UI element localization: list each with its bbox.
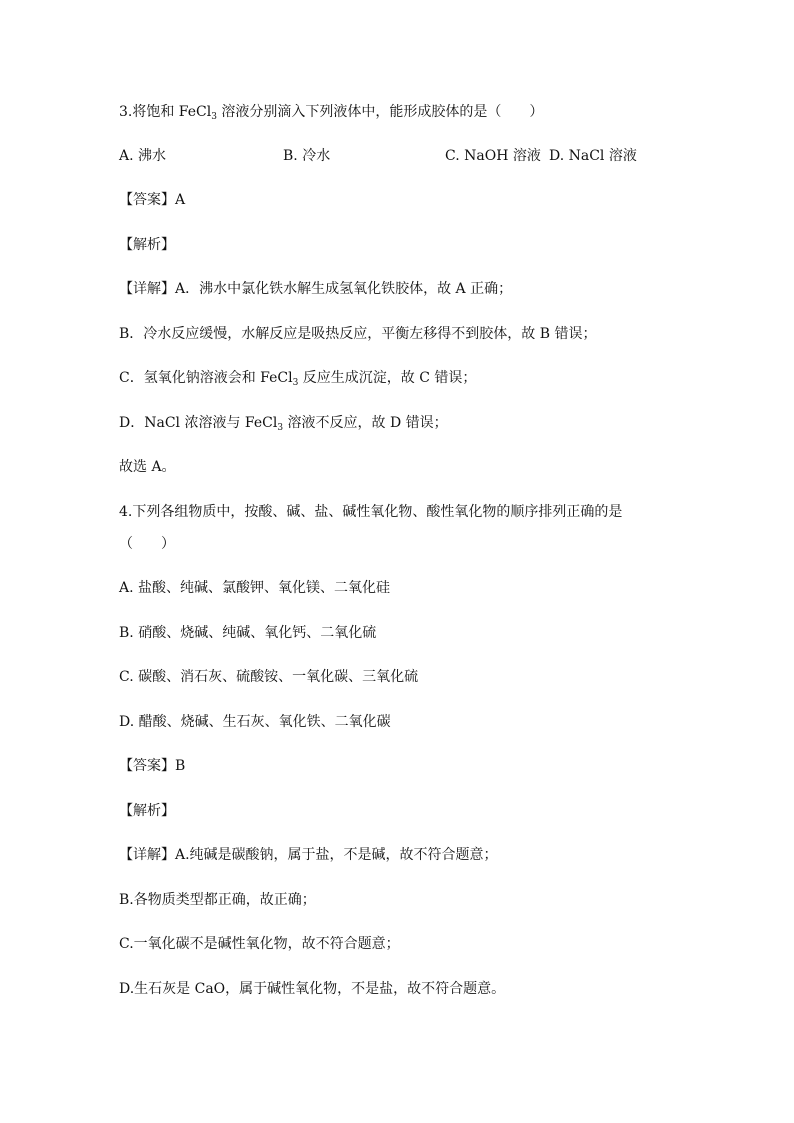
q3-detail-c: C．氢氧化钠溶液会和 FeCl$_3$ 反应生成沉淀，故 C 错误； [119, 370, 477, 388]
q3-option-b: B. 冷水 [283, 148, 331, 164]
question-3-stem: 3.将饱和 FeCl$_3$ 溶液分别滴入下列液体中，能形成胶体的是（ ） [119, 104, 544, 122]
question-4-stem-paren: （ ） [119, 536, 175, 552]
q4-answer: 【答案】B [119, 758, 186, 774]
q4-option-c: C. 碳酸、消石灰、硫酸铵、一氧化碳、三氧化硫 [119, 669, 419, 685]
q4-detail-c: C.一氧化碳不是碱性氧化物，故不符合题意； [119, 936, 400, 952]
q3-option-a: A. 沸水 [119, 148, 167, 164]
q4-detail-a: 【详解】A.纯碱是碳酸钠，属于盐，不是碱，故不符合题意； [119, 847, 498, 863]
q4-detail-b: B.各物质类型都正确，故正确； [119, 892, 316, 908]
q4-detail-d: D.生石灰是 CaO，属于碱性氧化物，不是盐，故不符合题意。 [119, 981, 506, 997]
q3-detail-b: B．冷水反应缓慢，水解反应是吸热反应，平衡左移得不到胶体，故 B 错误； [119, 326, 597, 342]
q3-detail-d: D．NaCl 浓溶液与 FeCl$_3$ 溶液不反应，故 D 错误； [119, 415, 448, 433]
q3-option-d: D. NaCl 溶液 [549, 148, 637, 164]
q3-conclusion: 故选 A。 [119, 459, 176, 475]
q3-detail-a: 【详解】A．沸水中氯化铁水解生成氢氧化铁胶体，故 A 正确； [119, 281, 513, 297]
q3-analysis-heading: 【解析】 [119, 237, 175, 253]
q3-answer: 【答案】A [119, 192, 186, 208]
q4-analysis-heading: 【解析】 [119, 803, 175, 819]
question-4-stem: 4.下列各组物质中，按酸、碱、盐、碱性氧化物、酸性氧化物的顺序排列正确的是 [119, 504, 623, 520]
q4-option-b: B. 硝酸、烧碱、纯碱、氧化钙、二氧化硫 [119, 625, 377, 641]
q4-option-a: A. 盐酸、纯碱、氯酸钾、氧化镁、二氧化硅 [119, 580, 391, 596]
q3-option-c: C. NaOH 溶液 [445, 148, 541, 164]
q4-option-d: D. 醋酸、烧碱、生石灰、氧化铁、二氧化碳 [119, 714, 391, 730]
